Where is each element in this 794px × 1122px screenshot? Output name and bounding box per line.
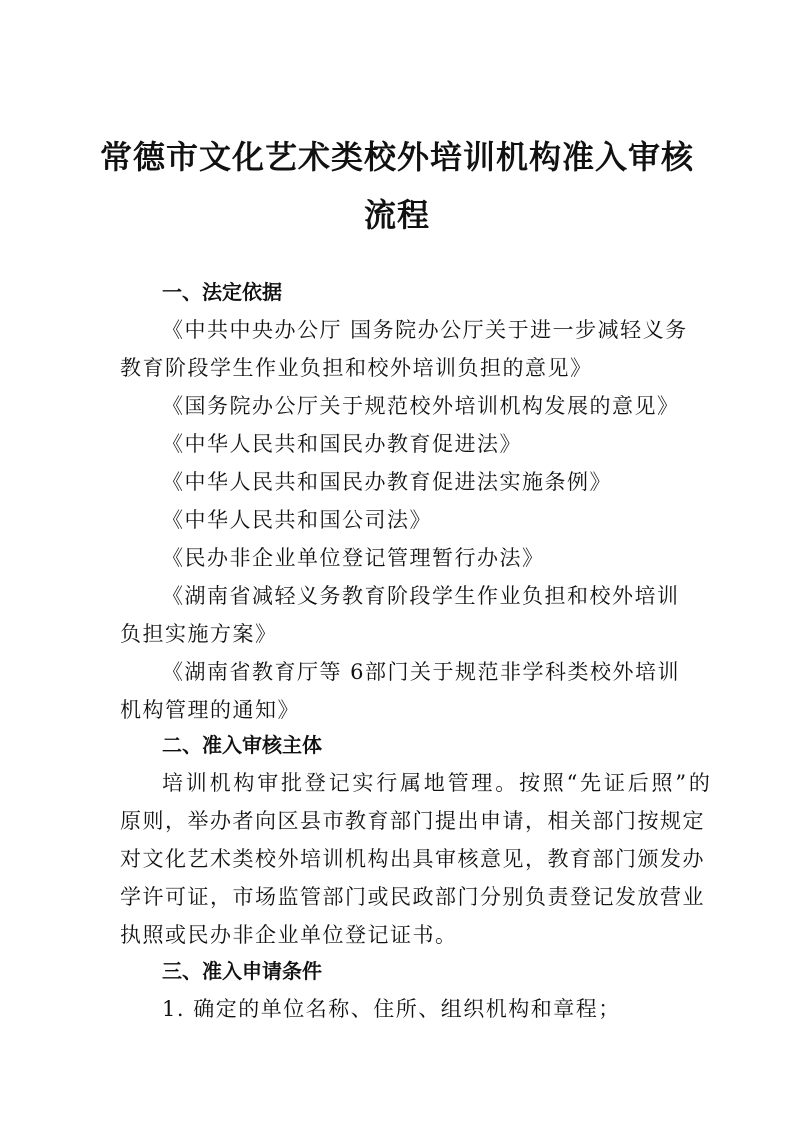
section-heading-review-body: 二、准入审核主体	[162, 733, 322, 757]
paragraph-line: 《中共中央办公厅 国务院办公厅关于进一步减轻义务	[162, 318, 688, 342]
paragraph-line: 执照或民办非企业单位登记证书。	[120, 923, 458, 947]
paragraph-line: 《国务院办公厅关于规范校外培训机构发展的意见》	[162, 394, 680, 418]
paragraph-line: 《中华人民共和国公司法》	[162, 508, 432, 532]
paragraph-line: 《民办非企业单位登记管理暂行办法》	[162, 546, 545, 570]
paragraph-line: 培训机构审批登记实行属地管理。按照“先证后照”的	[162, 771, 713, 795]
paragraph-line: 《中华人民共和国民办教育促进法》	[162, 432, 522, 456]
paragraph-line: 教育阶段学生作业负担和校外培训负担的意见》	[120, 356, 593, 380]
paragraph-line: 《湖南省减轻义务教育阶段学生作业负担和校外培训	[162, 584, 680, 608]
paragraph-line: 对文化艺术类校外培训机构出具审核意见，教育部门颁发办	[120, 847, 705, 871]
paragraph-line: 原则，举办者向区县市教育部门提出申请，相关部门按规定	[120, 809, 705, 833]
section-heading-legal-basis: 一、法定依据	[162, 280, 282, 304]
paragraph-line: 负担实施方案》	[120, 622, 278, 646]
paragraph-line: 机构管理的通知》	[120, 698, 300, 722]
paragraph-line: 《中华人民共和国民办教育促进法实施条例》	[162, 470, 612, 494]
document-title-line-2: 流程	[363, 196, 430, 234]
document-title-line-1: 常德市文化艺术类校外培训机构准入审核	[100, 138, 695, 176]
paragraph-line: 学许可证，市场监管部门或民政部门分别负责登记发放营业	[120, 885, 705, 909]
paragraph-line: 1. 确定的单位名称、住所、组织机构和章程；	[162, 997, 621, 1021]
section-heading-application-conditions: 三、准入申请条件	[162, 959, 322, 983]
paragraph-line: 《湖南省教育厅等 6部门关于规范非学科类校外培训	[162, 660, 681, 684]
